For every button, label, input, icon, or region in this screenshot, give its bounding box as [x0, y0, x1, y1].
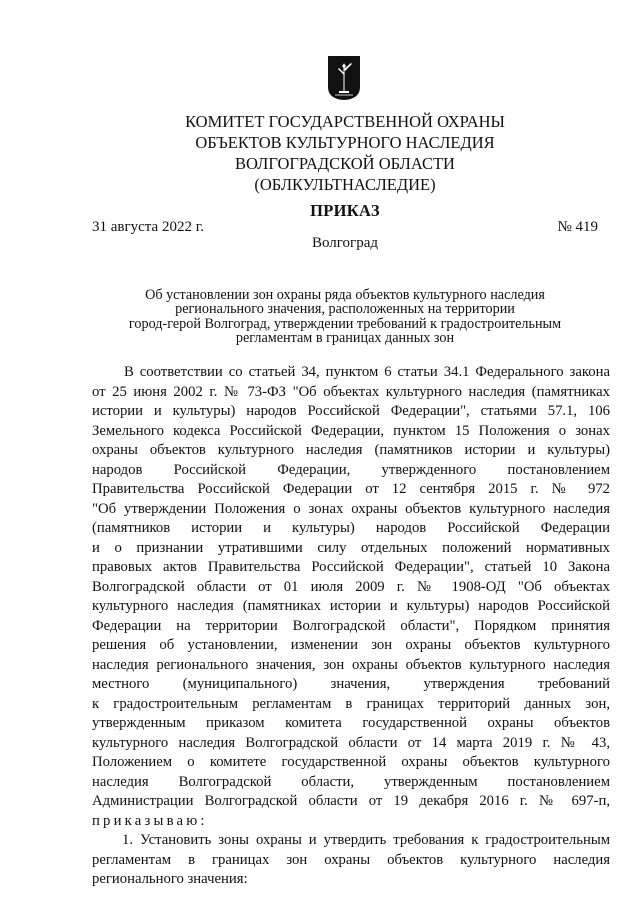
organization-line: ВОЛГОГРАДСКОЙ ОБЛАСТИ	[235, 154, 455, 173]
body-line: местного (муниципального) значения, утверждения требований	[92, 676, 610, 692]
body-line: Положением о комитете государственной охраны объектов культурного	[92, 754, 610, 770]
order-date: 31 августа 2022 г.	[92, 219, 204, 235]
document-type: ПРИКАЗ	[310, 201, 380, 220]
body-line: правовых актов Правительства Российской Федерации", статьей 10 Закона	[92, 559, 610, 575]
order-number: № 419	[557, 219, 598, 235]
body-line: Правительства Российской Федерации от 12 сентября 2015 г. № 972	[92, 481, 610, 497]
body-line: народов Российской Федерации, утвержденного постановлением	[92, 461, 610, 478]
order-city: Волгоград	[311, 235, 378, 251]
body-line: наследия Волгоградской области, утвержденным постановлением	[92, 773, 610, 790]
volgograd-emblem-icon	[327, 55, 361, 101]
body-line: от 25 июня 2002 г. № 73-ФЗ "Об объектах культурного наследия (памятниках	[92, 383, 610, 400]
subject-line: регионального значения, расположенных на территории	[175, 301, 515, 318]
order-body	[92, 363, 610, 890]
body-line: охраны объектов культурного наследия (памятников истории и культуры)	[92, 442, 610, 458]
body-line: утвержденным приказом комитета государственной охраны объектов	[92, 715, 610, 731]
subject-line: Об установлении зон охраны ряда объектов культурного наследия	[145, 287, 545, 303]
subject-line: город-герой Волгоград, утверждении требований к градостроительным	[128, 315, 562, 332]
body-line: решения об установлении, изменении зон охраны объектов культурного	[92, 637, 610, 653]
organization-line: КОМИТЕТ ГОСУДАРСТВЕННОЙ ОХРАНЫ	[185, 112, 505, 131]
body-line: Земельного кодекса Российской Федерации, пунктом 15 Положения о зонах	[92, 422, 610, 439]
body-line-order-word: приказываю:	[92, 812, 208, 829]
order-subject	[95, 288, 595, 345]
organization-line: ОБЪЕКТОВ КУЛЬТУРНОГО НАСЛЕДИЯ	[195, 133, 495, 152]
body-line: "Об утверждении Положения о зонах охраны объектов культурного наследия	[92, 500, 610, 517]
coat-of-arms-emblem	[327, 55, 361, 101]
body-line: и о признании утратившими силу отдельных положений нормативных	[92, 539, 610, 556]
body-line: Администрации Волгоградской области от 19 декабря 2016 г. № 697-п,	[92, 793, 610, 809]
body-line: к градостроительным регламентам в границах территорий данных зон,	[92, 695, 610, 712]
body-line: регламентам в границах зон охраны объектов культурного наследия	[92, 851, 610, 868]
organization-line: (ОБЛКУЛЬТНАСЛЕДИЕ)	[254, 175, 436, 194]
body-line: культурного наследия (памятниках истории и культуры) народов Российской	[92, 598, 610, 614]
body-line: 1. Установить зоны охраны и утвердить требования к градостроительным	[122, 832, 610, 848]
body-line: наследия регионального значения, зон охраны объектов культурного наследия	[92, 656, 610, 673]
body-line: истории и культуры) народов Российской Федерации", статьями 57.1, 106	[92, 403, 610, 419]
body-line: культурного наследия Волгоградской области от 14 марта 2019 г. № 43,	[92, 734, 610, 751]
organization-name	[130, 111, 560, 195]
subject-line: регламентам в границах данных зон	[235, 329, 455, 346]
body-line: В соответствии со статьей 34, пунктом 6 статьи 34.1 Федерального закона	[124, 364, 610, 380]
body-line: (памятников истории и культуры) народов Российской Федерации	[92, 520, 610, 536]
body-line: регионального значения:	[92, 871, 248, 887]
body-line: Федерации на территории Волгоградской области", Порядком принятия	[92, 617, 610, 634]
body-line: Волгоградской области от 01 июля 2009 г. № 1908-ОД "Об объектах	[92, 578, 610, 595]
